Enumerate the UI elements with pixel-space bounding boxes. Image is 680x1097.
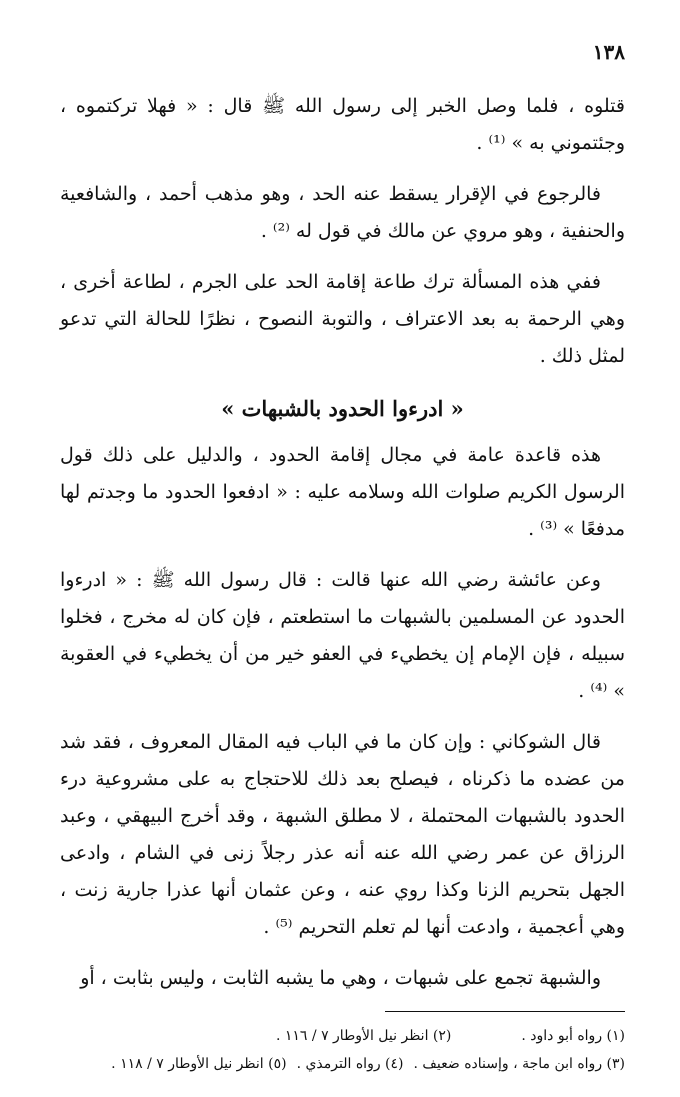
footnote-4: (٤) رواه الترمذي . [296, 1056, 404, 1072]
footnote-row [60, 1022, 625, 1050]
footnote-1: (١) رواه أبو داود . [521, 1028, 625, 1044]
footnote-divider [385, 1011, 625, 1012]
footnote-5: (٥) انظر نيل الأوطار ٧ / ١١٨ . [111, 1056, 287, 1072]
footnotes [60, 1022, 625, 1078]
paragraph: ففي هذه المسألة ترك طاعة إقامة الحد على الجرم ، لطاعة أخرى ، وهي الرحمة به بعد الاعتراف ، والتوبة النصوح ، نظرًا للحالة التي تدعو لمثل ذلك . [60, 271, 625, 367]
main-text [60, 88, 625, 997]
paragraph: هذه قاعدة عامة في مجال إقامة الحدود ، والدليل على ذلك قول الرسول الكريم صلوات الله وسلامه عليه : « ادفعوا الحدود ما وجدتم لها مدفعًا » ⁽³⁾ . [60, 444, 625, 540]
page-content [60, 40, 625, 1078]
paragraph: قال الشوكاني : وإن كان ما في الباب فيه المقال المعروف ، فقد شد من عضده ما ذكرناه ، فيصلح بعد ذلك للاحتجاج به على مشروعية درء الحدود بالشبهات المحتملة ، لا مطلق الشبهة ، وقد أخرج البيهقي ، وعبد الرزاق عن عمر رضي الله عنه أنه عذر رجلاً زنى في الشام ، وادعى الجهل بتحريم الزنا وكذا روي عنه ، وعن عثمان أنها عذرا جارية زنت ، وهي أعجمية ، وادعت أنها لم تعلم التحريم ⁽⁵⁾ . [60, 731, 625, 938]
paragraph: وعن عائشة رضي الله عنها قالت : قال رسول الله ﷺ : « ادرءوا الحدود عن المسلمين بالشبهات ما استطعتم ، فإن كان له مخرج ، فخلوا سبيله ، فإن الإمام إن يخطيء في العفو خير من أن يخطيء في العقوبة » ⁽⁴⁾ . [60, 569, 625, 702]
page-number: ١٣٨ [592, 40, 625, 64]
paragraph: قتلوه ، فلما وصل الخبر إلى رسول الله ﷺ قال : « فهلا تركتموه ، وجئتموني به » ⁽¹⁾ . [60, 95, 625, 154]
footnote-3: (٣) رواه ابن ماجة ، وإسناده ضعيف . [413, 1056, 625, 1072]
footnote-2: (٢) انظر نيل الأوطار ٧ / ١١٦ . [275, 1028, 452, 1044]
paragraph: فالرجوع في الإقرار يسقط عنه الحد ، وهو مذهب أحمد ، والشافعية والحنفية ، وهو مروي عن مالك في قول له ⁽²⁾ . [60, 183, 625, 242]
section-heading: « ادرءوا الحدود بالشبهات » [221, 396, 464, 421]
footnote-row [60, 1050, 625, 1078]
paragraph: والشبهة تجمع على شبهات ، وهي ما يشبه الثابت ، وليس بثابت ، أو [80, 967, 601, 989]
